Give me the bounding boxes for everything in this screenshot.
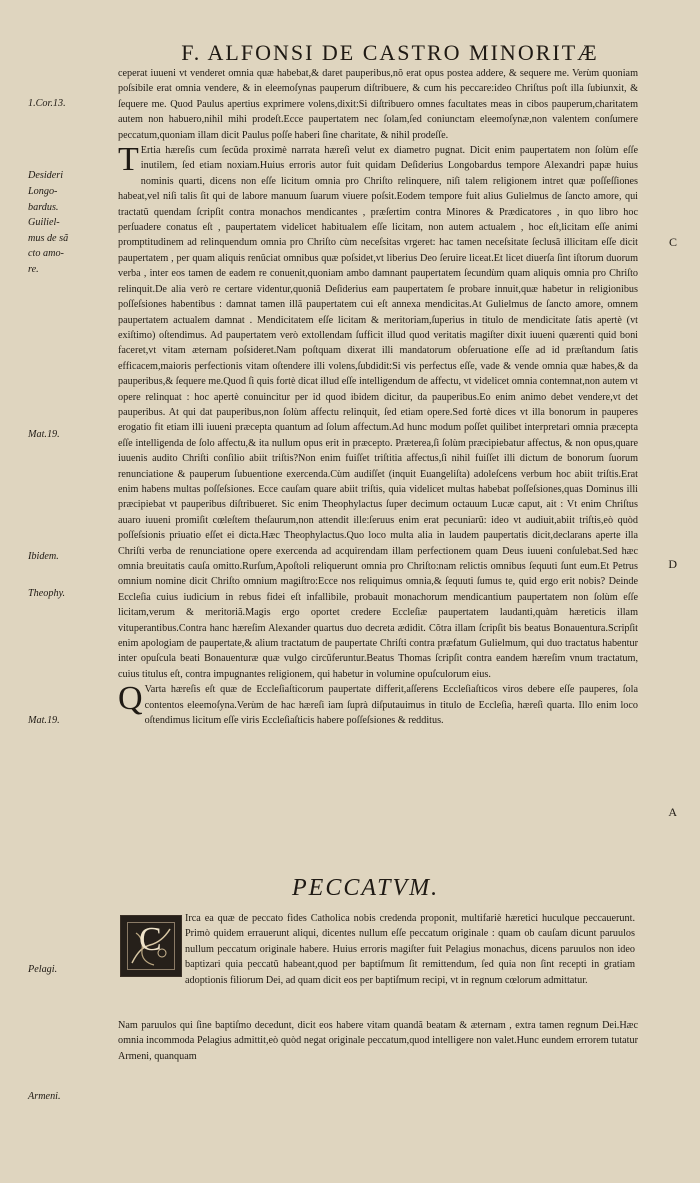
paragraph-2-text: Ertia hæreſis cum ſecũda proximè narrata hæreſi velut ex diametro pugnat. Dicit enim paupertatem non ſolùm eſſe inutilem, ſed etiam noxiam.Huius erroris autor fuit quidam Deſiderius Longobardus tempore Alexandri papæ huius nominis quarti, dicens non eſſe licitum omnia pro Chriſto relinquere, niſi talem religionem intret quæ poſſeſſiones habeat,vel niſi talis ſit qui de labore manuum ſuarum viuere poſsit.Eodem tempore fuit alius Gulielmus de ſancto amore, qui tractatũ quendam ſcripſit contra monachos mendicantes , præſertim contra Minores & Prædicatores , in quo libro hoc perſuadere conatus eſt , paupertatem videlicet habitualem eſſe licitam, non autem actualem , hoc eſt,licitam eſſe animi promptitudinem ad relinquendum omnia pro Chriſto cùm neceſsitas vrgeret: hac tamen neceſsitate ſeclusã illicitam eſſe dicit paupertatem , per quam aliquis renũciat omnibus quæ poſsidet,vt liberius Deo ſeruire liceat.Et licet diuerſa ſint iſtorum duorum verba , inter eos tamen de eadem re conuenit,quoniam ambo damnant paupertatem ſecundùm quam aliquis omnia pro Chriſto relinquit.De alia verò re certare videntur,quoniã Deſiderius eam paupertatem ſe probare innuit,quæ habetur in religionibus poſſeſsiones habentibus : damnat tamen illã paupertatem cui eſt annexa mendicitas.At Gulielmus de ſancto amore, omnem paupertatem actualem damnat . Mendicitatem eſſe licitam & meritoriam,ſuperius in titulo de mendicitate ſatis apertè (vt exiſtimo) oſtendimus. Ad paupertatem verò extollendam ſufficit illud quod veritatis magiſter dixit iuueni quærenti quid boni faceret,vt vitam æternam poſsideret.Nam poſtquam dixerat illi mandatorum obſeruatione eſſe ad id præſtandum ſatis efficacem,maioris perfectionis vitam oſtendere illi volens,ſubdidit:Si vis perfectus eſſe, vade & vende omnia quæ habes,& da pauperibus,& ſequere me.Quod ſi quis fortè dicat illud eſſe intelligendum de affectu, vt videlicet omnia contemnat,non autem vt opere relinquat : hoc apertè conuincitur per id quod ibidem dicitur, da pauperibus.Eo enim animo debet vendere,vt det pauperibus. At qui dat pauperibus,non ſolùm affectu relinquit, ſed etiam opere.Sed fortè dices vt illa bonorum in pauperes erogatio fit etiam illi iuueni præcepta quantum ad ſolum affectum.Ad hunc modum poſſet quilibet interpretari omnia præcepta eſſe intelligenda de ſolo affectu,& ita nullum opus erit in præcepto. Præterea,ſi ſolùm præcipiebatur affectus, & non opus,quare iuuenis audito Chriſti conſilio abiit triſtis?Non enim fuiſſet triſtitia affectus,ſi nihil fuiſſet illi dictum de bonorum ſuorum renunciatione & pauperum ſubuentione exercenda.Cùm audiſſet (inquit Euangeliſta) adoleſcens verbum hoc abiit triſtis.Erat enim habens multas poſſeſsiones. Ecce cauſam quare abiit triſtis, quia videlicet multas habebat poſſeſsiones,quas Dominus illi præcipiebat vt pauperibus diſtribueret. Sic enim Theophylactus ſuper decimum octauum Lucæ caput, ait : Vt enim Chriſtus auaro iuueni promiſit cœleſtem theſaurum,non attendit ille:ſeruus enim erat pecuniarũ: ideo vt audiuit,abiit triſtis,eò quòd poſſeſsionis priuatio eſſet ei dicta.Hæc Theophylactus.Quo loco multa alia in laudem paupertatis dicit,declarans aperte illa Chriſti verba de renunciatione opere exercenda ad acquirendam illam perfectionem quam Deus iuueni conſulebat.Sed hæc omnia breuitatis cauſa omitto.Rurſum,Apoſtoli reliquerunt omnia pro Chriſto:nam relictis omnibus ſequuti ſunt eum.Et Petrus omnium nomine dicit Chriſto omnium magiſtro:Ecce nos reliquimus omnia,& ſequuti ſumus te, quid ergo erit nobis? Deinde Eccleſia cuius iudicium in rebus fidei eſt infallibile, probauit monachorum mendicantium paupertatem non ſolùm eſſe licitam,verum & meritoriã.Magis ergo oportet credere Eccleſiæ paupertatem laudanti,quàm hæreticis illam vituperantibus.Contra hanc hæreſim Alexander quartus duo decreta ædidit. Cõtra illam ſcripſit bis beatus Bonauentura.Scripſit enim apologiam de paupertate,& alium tractatum de paupertate Chriſti contra præfatum Gulielmum, qui duo tractatus habentur inter opuſcula beati Bonauenturæ quæ vulgo circũferuntur.Beatus Thomas ſcripſit contra eandem hæreſim vnum tractatum, cuius titulus eſt, contra impugnantes religionem, qui habetur in volumine opuſculorum eius.	[118, 145, 638, 680]
paragraph-3-initial: Q	[118, 680, 143, 718]
margin-note-re: re.	[28, 264, 39, 275]
peccatum-text-upper: Irca ea quæ de peccato fides Catholica nobis credenda proponit, multifariè hæretici huculque peccauerunt. Primò quidem errauerunt aliqui, dicentes nullum eſſe peccatum originale : quam ob cauſam dicunt paruulos nullum peccatum originale habere. Huius erroris magiſter fuit Pelagius monachus, dicens paruulos non ideo baptizari quia peccatũ habeant,quod per baptiſmum ſit remittendum, ſed quia non ſint recepti in gratiam adoptionis filiorum Dei, ad quam dicit eos per baptiſmum recipi, vt in regnum cœlorum admittatur.	[185, 913, 635, 986]
margin-note-armeni: Armeni.	[28, 1091, 61, 1102]
paragraph-2-initial: T	[118, 141, 139, 179]
margin-note-pelagi: Pelagi.	[28, 964, 58, 975]
margin-note-mat-19-second: Mat.19.	[28, 715, 60, 726]
margin-note-longo: Longo-	[28, 186, 58, 197]
right-margin-letter-d: D	[668, 557, 677, 571]
paragraph-2	[118, 143, 638, 682]
decorated-initial-letter: C	[139, 921, 162, 958]
margin-note-mus-de-sa: mus de sã	[28, 233, 69, 244]
right-margin-letter-a: A	[668, 805, 677, 819]
paragraph-3	[118, 682, 638, 728]
section-title: PECCATVM.	[292, 875, 440, 901]
paragraph-3-text: Varta hæreſis eſt quæ de Eccleſiaſticorum paupertate differit,aſſerens Eccleſiaſticos viros debere eſſe pauperes, ſola contentos eleemoſyna.Verùm de hac hæreſi iam ſuprà diſputauimus in titulo de Eccleſia, hæreſi quarta. Illo enim loco oſtendimus licitum eſſe viris Eccleſiaſticis habere poſſeſsiones & redditus.	[144, 684, 638, 727]
margin-note-desideri: Desideri	[28, 170, 64, 181]
margin-note-cto-amo: cto amo-	[28, 248, 64, 259]
right-margin-letter-c: C	[668, 235, 677, 249]
page-header: F. ALFONSI DE CASTRO MINORITÆ	[181, 40, 599, 65]
main-text-block	[118, 66, 638, 728]
decorated-initial-block	[120, 915, 182, 977]
margin-note-theophy: Theophy.	[28, 588, 66, 599]
margin-note-bardus: bardus.	[28, 202, 59, 213]
margin-note-guiliel: Guiliel-	[28, 217, 60, 228]
margin-note-1-cor-13: 1.Cor.13.	[28, 98, 66, 109]
margin-note-ibidem: Ibidem.	[28, 551, 59, 562]
paragraph-1: ceperat iuueni vt venderet omnia quæ habebat,& daret pauperibus,nõ erat opus postea addere, & sequere me. Verùm quoniam poſsibile erat omnia vendere, & in eleemoſynas pauperum diſtribuere, & cum his peccare:ideo Chriſtus poſt illa ſubiunxit, & ſequere me. Quod Paulus apertius exprimere volens,dixit:Si diſtribuero omnes facultates meas in cibos pauperum,charitatem autem non habuero,nihil mihi prodeſt.Ecce paupertatem nec ſolam,ſed coniunctam eleemoſynæ,non valentem conſumere peccatum,quoniam illam dicit Paulus poſſe haberi ſine charitate, & nihil prodeſſe.	[118, 68, 638, 141]
margin-note-mat-19: Mat.19.	[28, 429, 60, 440]
peccatum-text-lower: Nam paruulos qui ſine baptiſmo decedunt, dicit eos habere vitam quandã beatam & æternam , extra tamen regnum Dei.Hæc omnia incommoda Pelagius admittit,eò quòd negat originale peccatum,quod intelligere non valet.Hunc eundem errorem tutatur Armeni, quanquam	[118, 1020, 638, 1062]
